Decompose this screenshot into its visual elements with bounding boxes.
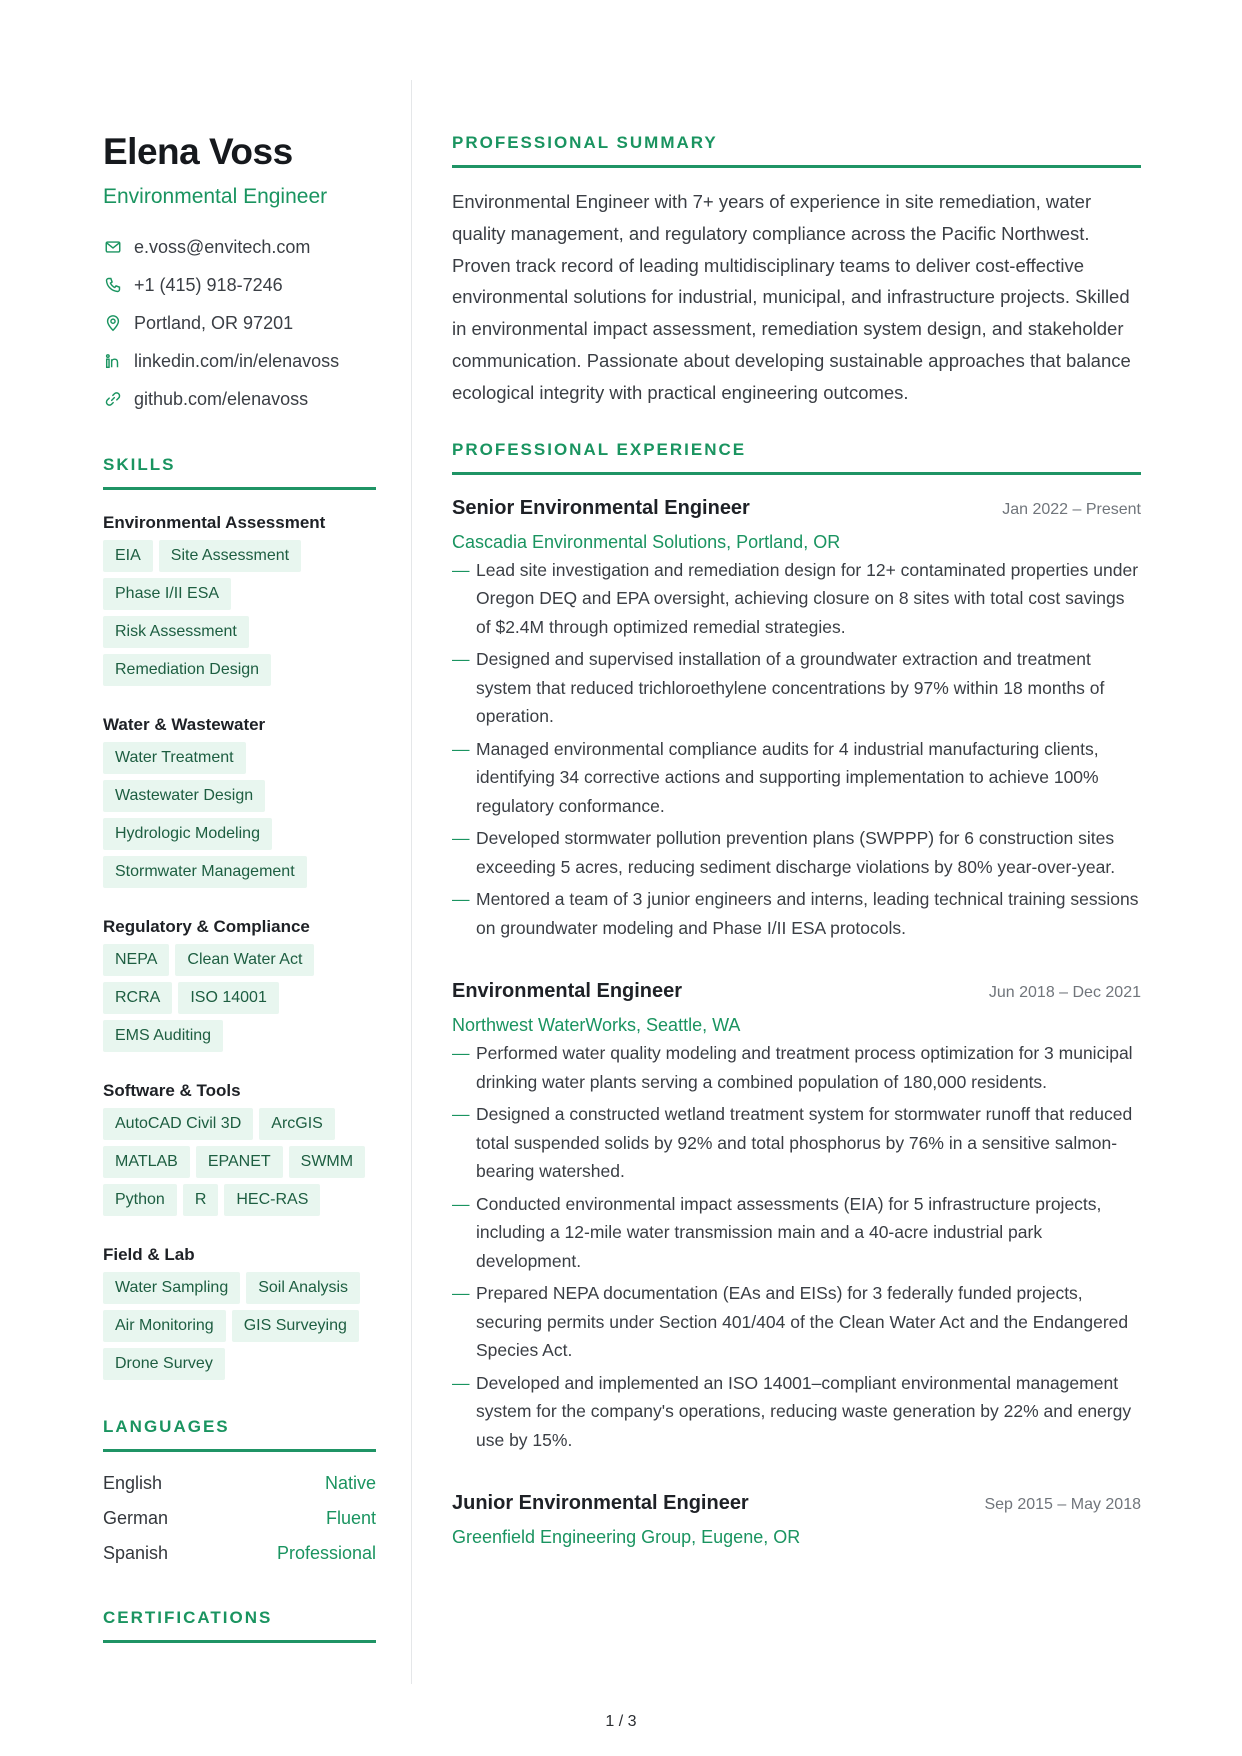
skill-tag: Clean Water Act — [175, 944, 314, 976]
skill-tag-list — [103, 1272, 376, 1386]
bullet-dash: — — [452, 559, 470, 580]
job-entry — [452, 497, 1141, 943]
contact-text: github.com/elenavoss — [134, 388, 309, 409]
contact-github[interactable] — [103, 380, 376, 418]
bullet-text: Developed and implemented an ISO 14001–compliant environmental management system for the company's operations, reducing waste generation by 22% and energy use by 15%. — [476, 1372, 1132, 1450]
experience-section — [452, 439, 1141, 1550]
section-rule — [452, 472, 1141, 475]
skill-tag: Water Treatment — [103, 742, 246, 774]
skill-tag: ISO 14001 — [178, 982, 279, 1014]
bullet-dash: — — [452, 889, 470, 910]
job-bullet-list — [452, 1039, 1141, 1454]
skill-tag-list — [103, 944, 376, 1058]
skill-group — [103, 916, 376, 1058]
job-date: Jun 2018 – Dec 2021 — [988, 984, 1141, 1002]
section-rule — [103, 1640, 376, 1643]
sidebar — [103, 132, 376, 1643]
job-bullet — [452, 1190, 1141, 1276]
skills-section — [103, 454, 376, 1386]
skill-tag: Drone Survey — [103, 1348, 225, 1380]
job-bullet — [452, 556, 1141, 642]
bullet-text: Designed a constructed wetland treatment system for stormwater runoff that reduced total suspended solids by 92% and total phosphorus by 76% in a sensitive salmon-bearing watershed. — [476, 1104, 1133, 1182]
bullet-dash: — — [452, 1104, 470, 1125]
skill-tag: RCRA — [103, 982, 172, 1014]
bullet-dash: — — [452, 1043, 470, 1064]
skill-tag: Hydrologic Modeling — [103, 818, 272, 850]
language-row — [103, 1501, 376, 1536]
skill-group — [103, 1244, 376, 1386]
skill-tag: SWMM — [289, 1146, 365, 1178]
job-title: Junior Environmental Engineer — [452, 1492, 749, 1515]
job-company: Greenfield Engineering Group, Eugene, OR — [452, 1527, 801, 1548]
job-bullet — [452, 885, 1141, 942]
skill-tag: Wastewater Design — [103, 780, 265, 812]
section-rule — [103, 1449, 376, 1452]
contact-phone[interactable] — [103, 266, 376, 304]
language-level: Native — [324, 1473, 376, 1493]
skill-tag: EIA — [103, 540, 153, 572]
job-title: Senior Environmental Engineer — [452, 496, 750, 519]
skill-tag: Site Assessment — [159, 540, 301, 572]
bullet-text: Mentored a team of 3 junior engineers and interns, leading technical training sessions on groundwater modeling and Phase I/II ESA protocols. — [476, 889, 1139, 938]
skill-tag: Air Monitoring — [103, 1310, 226, 1342]
skill-group — [103, 714, 376, 894]
bullet-dash: — — [452, 1193, 470, 1214]
candidate-role: Environmental Engineer — [103, 185, 328, 208]
job-bullet — [452, 1100, 1141, 1186]
skill-tag: R — [183, 1184, 219, 1216]
linkedin-icon — [103, 351, 123, 371]
bullet-text: Conducted environmental impact assessments (EIA) for 5 infrastructure projects, including a 12-mile water transmission main and a 40-acre industrial park development. — [476, 1193, 1102, 1271]
email-icon — [103, 237, 123, 257]
column-divider — [411, 80, 412, 1684]
bullet-dash: — — [452, 1283, 470, 1304]
job-bullet — [452, 1369, 1141, 1455]
candidate-name: Elena Voss — [103, 131, 293, 172]
job-date: Jan 2022 – Present — [1002, 500, 1141, 518]
job-bullet-list — [452, 556, 1141, 943]
job-bullet — [452, 824, 1141, 881]
skill-tag: AutoCAD Civil 3D — [103, 1108, 253, 1140]
contact-text: e.voss@envitech.com — [134, 236, 311, 257]
job-title: Environmental Engineer — [452, 980, 683, 1003]
skill-tag: ArcGIS — [259, 1108, 335, 1140]
skill-tag: Stormwater Management — [103, 856, 307, 888]
summary-section — [452, 132, 1141, 409]
skill-tag: Soil Analysis — [246, 1272, 360, 1304]
section-rule — [452, 165, 1141, 168]
job-bullet — [452, 645, 1141, 731]
bullet-dash: — — [452, 1372, 470, 1393]
summary-text: Environmental Engineer with 7+ years of experience in site remediation, water quality management, and regulatory compliance across the Pacific Northwest. Proven track record of leading multidisciplinary teams to deliver cost-effective environmental solutions for industrial, municipal, and infrastructure projects. Skilled in environmental impact assessment, remediation system design, and stakeholder communication. Passionate about developing sustainable approaches that balance ecological integrity with practical engineering outcomes. — [452, 191, 1131, 403]
job-header — [452, 980, 1141, 1003]
skill-group-title: Environmental Assessment — [103, 513, 326, 532]
contact-text: +1 (415) 918-7246 — [134, 274, 283, 295]
contact-list — [103, 228, 376, 418]
bullet-text: Designed and supervised installation of a groundwater extraction and treatment system that reduced trichloroethylene concentrations by 97% within 18 months of operation. — [476, 649, 1105, 727]
job-company: Cascadia Environmental Solutions, Portland, OR — [452, 531, 841, 552]
job-company: Northwest WaterWorks, Seattle, WA — [452, 1015, 741, 1036]
section-title: PROFESSIONAL SUMMARY — [452, 133, 718, 152]
link-icon — [103, 389, 123, 409]
skill-group-title: Field & Lab — [103, 1245, 195, 1264]
job-bullet — [452, 1279, 1141, 1365]
skill-tag: EMS Auditing — [103, 1020, 223, 1052]
contact-text: linkedin.com/in/elenavoss — [134, 350, 340, 371]
job-header — [452, 1492, 1141, 1515]
bullet-dash: — — [452, 828, 470, 849]
bullet-text: Performed water quality modeling and treatment process optimization for 3 municipal drinking water plants serving a combined population of 180,000 residents. — [476, 1043, 1133, 1092]
skill-tag: Python — [103, 1184, 177, 1216]
skill-tag: GIS Surveying — [232, 1310, 359, 1342]
job-entry — [452, 980, 1141, 1454]
skill-tag: Phase I/II ESA — [103, 578, 231, 610]
skill-group-title: Water & Wastewater — [103, 715, 266, 734]
bullet-text: Developed stormwater pollution prevention plans (SWPPP) for 6 construction sites exceeding 5 acres, reducing sediment discharge violations by 80% year-over-year. — [476, 828, 1116, 877]
language-level: Fluent — [325, 1508, 376, 1528]
section-title: CERTIFICATIONS — [103, 1608, 273, 1627]
job-entry — [452, 1492, 1141, 1549]
skill-tag: NEPA — [103, 944, 169, 976]
job-header — [452, 497, 1141, 520]
contact-email[interactable] — [103, 228, 376, 266]
skill-tag: MATLAB — [103, 1146, 190, 1178]
skill-tag: EPANET — [196, 1146, 283, 1178]
contact-linkedin[interactable] — [103, 342, 376, 380]
job-bullet — [452, 735, 1141, 821]
skill-tag: Water Sampling — [103, 1272, 240, 1304]
bullet-dash: — — [452, 738, 470, 759]
skill-tag-list — [103, 742, 376, 894]
skill-group — [103, 1080, 376, 1222]
language-row — [103, 1536, 376, 1571]
contact-text: Portland, OR 97201 — [134, 312, 294, 333]
section-rule — [103, 487, 376, 490]
skill-tag: Remediation Design — [103, 654, 271, 686]
bullet-dash: — — [452, 649, 470, 670]
section-title: LANGUAGES — [103, 1417, 230, 1436]
language-row — [103, 1466, 376, 1501]
main-column — [452, 132, 1141, 1551]
skill-group-title: Software & Tools — [103, 1081, 241, 1100]
skill-tag: Risk Assessment — [103, 616, 249, 648]
job-date: Sep 2015 – May 2018 — [984, 1496, 1141, 1514]
language-level: Professional — [276, 1543, 376, 1563]
skill-tag-list — [103, 540, 376, 692]
bullet-text: Prepared NEPA documentation (EAs and EISs) for 3 federally funded projects, securing permits under Section 401/404 of the Clean Water Act and the Endangered Species Act. — [476, 1283, 1129, 1361]
location-pin-icon — [103, 313, 123, 333]
certifications-section — [103, 1607, 376, 1643]
bullet-text: Managed environmental compliance audits for 4 industrial manufacturing clients, identifying 34 corrective actions and supporting implementation to achieve 100% regulatory conformance. — [476, 738, 1099, 816]
language-name: English — [103, 1473, 163, 1493]
section-title: PROFESSIONAL EXPERIENCE — [452, 439, 747, 459]
language-name: Spanish — [103, 1543, 169, 1563]
contact-location — [103, 304, 376, 342]
languages-section — [103, 1416, 376, 1571]
skill-tag-list — [103, 1108, 376, 1222]
skill-group — [103, 512, 376, 692]
bullet-text: Lead site investigation and remediation design for 12+ contaminated properties under Oregon DEQ and EPA oversight, achieving closure on 8 sites with total cost savings of $2.4M through optimized remedial strategies. — [476, 559, 1139, 637]
page-number: 1 / 3 — [605, 1713, 637, 1730]
skill-group-title: Regulatory & Compliance — [103, 917, 310, 936]
language-name: German — [103, 1508, 169, 1528]
job-bullet — [452, 1039, 1141, 1096]
section-title: SKILLS — [103, 455, 176, 474]
skill-tag: HEC-RAS — [224, 1184, 320, 1216]
phone-icon — [103, 275, 123, 295]
